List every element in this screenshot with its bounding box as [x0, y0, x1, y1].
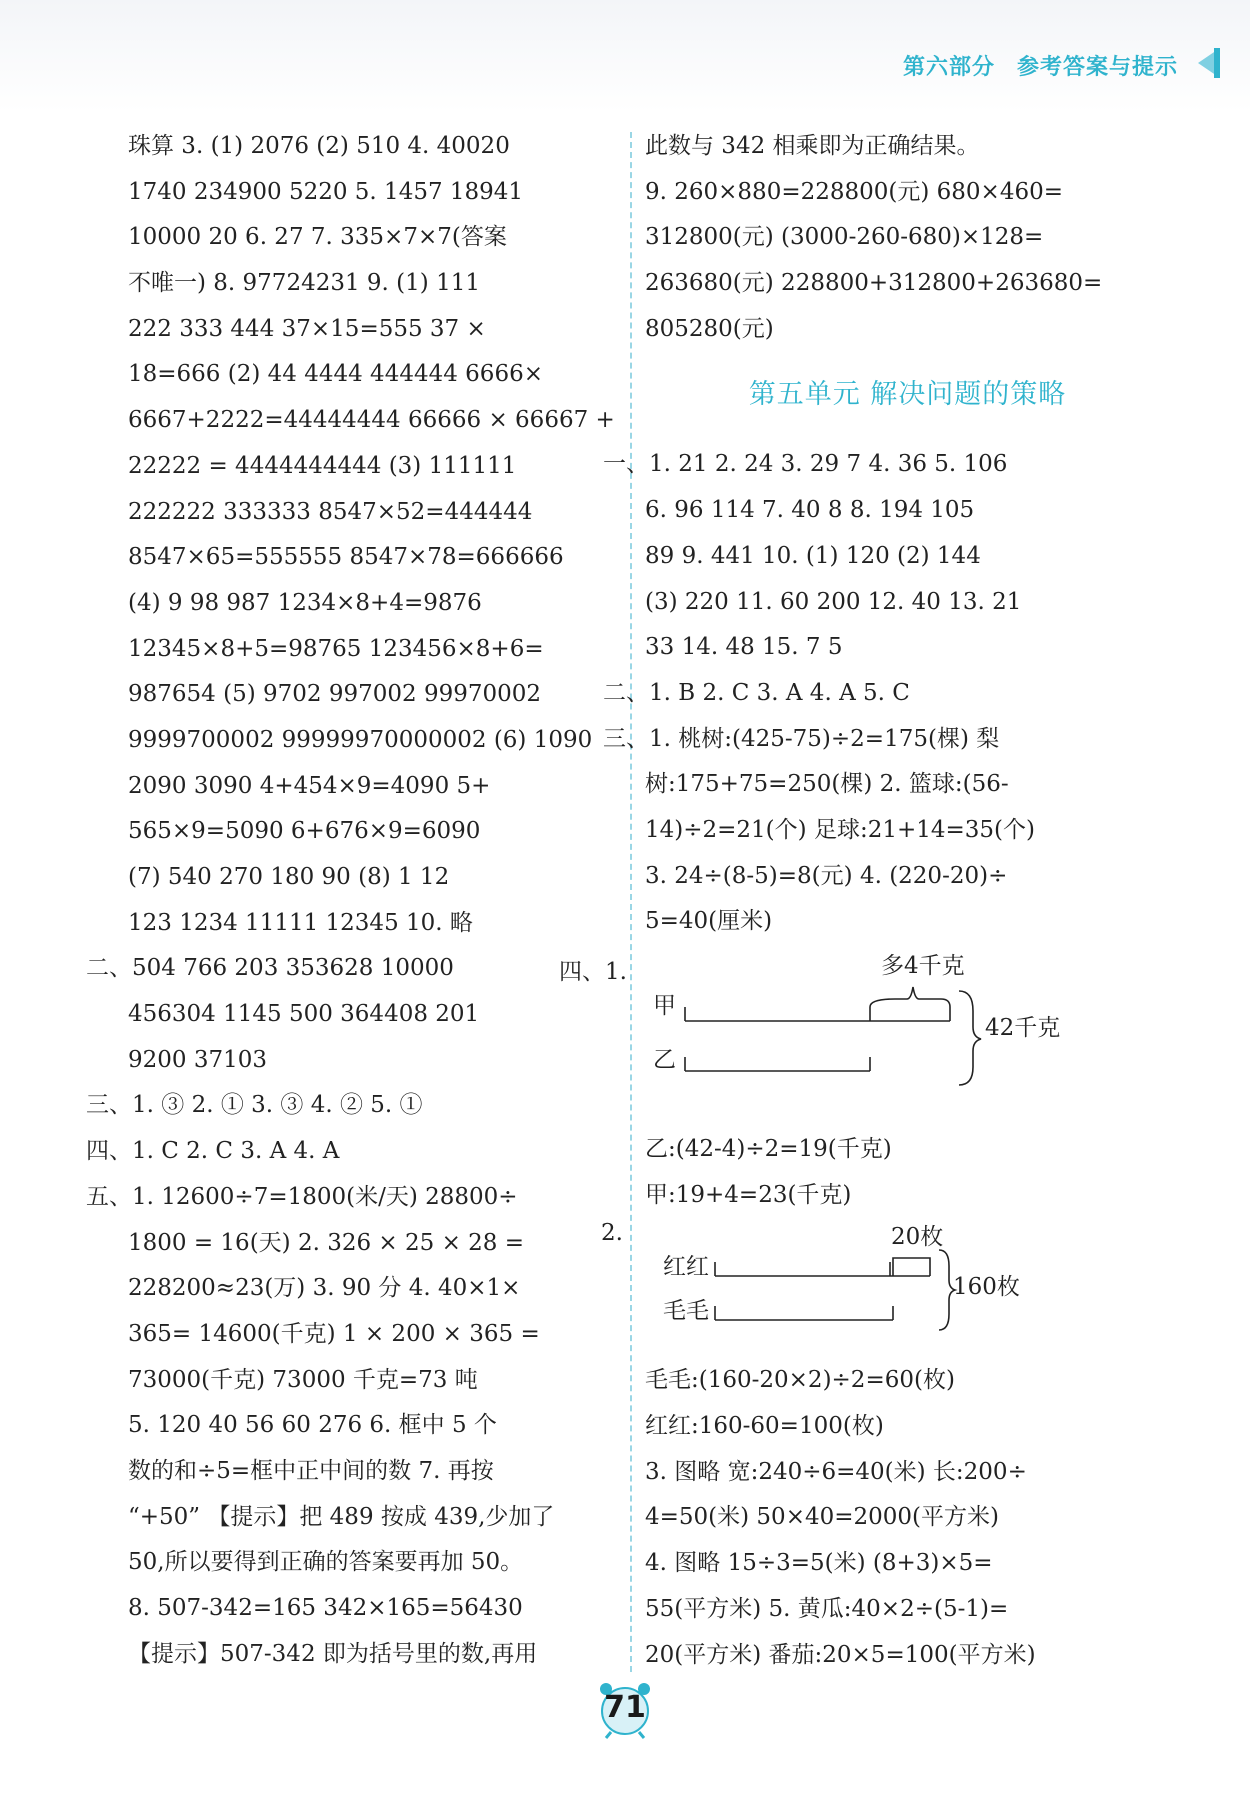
left-answer-line: 10000 20 6. 27 7. 335×7×7(答案 [128, 224, 507, 251]
left-answer-line: 不唯一) 8. 97724231 9. (1) 111 [128, 270, 480, 297]
left-answer-line: (7) 540 270 180 90 (8) 1 12 [128, 864, 450, 890]
running-header [903, 50, 1178, 81]
left-answer-line: 珠算 3. (1) 2076 (2) 510 4. 40020 [128, 133, 510, 159]
left-answer-line: 987654 (5) 9702 997002 99970002 [128, 681, 542, 708]
diagram1-row2-label: 乙 [653, 1047, 676, 1073]
left-answer-line: 5. 120 40 56 60 276 6. 框中 5 个 [128, 1412, 497, 1439]
left-answer-line: 222 333 444 37×15=555 37 × [128, 315, 486, 342]
left-answer-line: 73000(千克) 73000 千克=73 吨 [128, 1366, 478, 1393]
unit5-solution-line: 4. 图略 15÷3=5(米) (8+3)×5= [645, 1550, 993, 1577]
unit5-solution-line: 3. 图略 宽:240÷6=40(米) 长:200÷ [645, 1458, 1027, 1485]
diagram1-solution-line: 乙:(42-4)÷2=19(千克) [645, 1136, 892, 1162]
left-answer-line: 9999700002 99999970000002 (6) 1090 [128, 726, 593, 753]
section-title: 第五单元 解决问题的策略 [748, 379, 1067, 411]
unit5-answer-line: (3) 220 11. 60 200 12. 40 13. 21 [645, 588, 1022, 615]
unit5-answer-line: 33 14. 48 15. 7 5 [645, 634, 843, 661]
diagram2-row2-label: 毛毛 [663, 1298, 709, 1325]
left-answer-line: 二、504 766 203 353628 10000 [86, 955, 454, 982]
unit5-answer-line: 14)÷2=21(个) 足球:21+14=35(个) [645, 816, 1035, 843]
line-diagram-1 [559, 945, 1170, 1127]
left-answer-line: 50,所以要得到正确的答案要再加 50。 [128, 1549, 524, 1576]
left-answer-line: 8. 507-342=165 342×165=56430 [128, 1595, 523, 1621]
left-answer-line: 456304 1145 500 364408 201 [128, 1001, 480, 1028]
left-answer-line: 22222 = 4444444444 (3) 111111 [128, 452, 517, 479]
right-column [559, 124, 1170, 1678]
left-answer-line: “+50” 【提示】把 489 按成 439,少加了 [128, 1503, 555, 1530]
header-tab-icon [1194, 48, 1220, 78]
left-answer-line: 123 1234 11111 12345 10. 略 [128, 909, 473, 936]
left-answer-line: 【提示】507-342 即为括号里的数,再用 [128, 1640, 538, 1667]
unit5-answer-line: 树:175+75=250(棵) 2. 篮球:(56- [645, 771, 1009, 798]
unit5-answer-line: 6. 96 114 7. 40 8 8. 194 105 [645, 497, 975, 524]
left-answer-line: 228200≈23(万) 3. 90 分 4. 40×1× [128, 1275, 521, 1302]
right-answer-line: 312800(元) (3000-260-680)×128= [645, 224, 1044, 251]
column-divider [630, 132, 632, 1672]
left-answer-line: 数的和÷5=框中正中间的数 7. 再按 [128, 1457, 494, 1484]
header-title: 参考答案与提示 [1016, 54, 1178, 80]
right-answer-line: 805280(元) [645, 315, 774, 342]
header-part: 第六部分 [902, 54, 995, 80]
left-answer-line: 8547×65=555555 8547×78=666666 [128, 544, 564, 571]
unit5-answer-line: 89 9. 441 10. (1) 120 (2) 144 [645, 542, 981, 569]
right-answer-line: 此数与 342 相乘即为正确结果。 [645, 133, 980, 159]
left-answer-line: 五、1. 12600÷7=1800(米/天) 28800÷ [86, 1183, 518, 1210]
left-answer-line: 2090 3090 4+454×9=4090 5+ [128, 772, 491, 799]
unit5-answer-line: 3. 24÷(8-5)=8(元) 4. (220-20)÷ [645, 862, 1008, 889]
left-answer-line: 9200 37103 [128, 1046, 268, 1073]
right-answer-line: 263680(元) 228800+312800+263680= [645, 270, 1103, 297]
left-answer-line: 365= 14600(千克) 1 × 200 × 365 = [128, 1320, 540, 1347]
right-answer-line: 9. 260×880=228800(元) 680×460= [645, 178, 1063, 205]
line-diagram-2 [601, 1218, 1170, 1358]
left-answer-line: 四、1. C 2. C 3. A 4. A [86, 1138, 340, 1165]
page-number: 71 [604, 1690, 646, 1725]
diagram2-total-label: 160枚 [953, 1274, 1020, 1301]
unit5-solution-line: 4=50(米) 50×40=2000(平方米) [645, 1504, 999, 1531]
left-answer-line: 三、1. ③ 2. ① 3. ③ 4. ② 5. ① [86, 1092, 423, 1119]
left-answer-line: 1740 234900 5220 5. 1457 18941 [128, 178, 524, 205]
left-answer-line: (4) 9 98 987 1234×8+4=9876 [128, 589, 482, 616]
diagram1-label: 四、1. [559, 959, 627, 985]
left-answer-line: 12345×8+5=98765 123456×8+6= [128, 635, 544, 662]
unit5-solution-line: 55(平方米) 5. 黄瓜:40×2÷(5-1)= [645, 1595, 1009, 1622]
diagram2-more-label: 20枚 [891, 1224, 944, 1251]
page-footer [595, 1680, 655, 1740]
left-answer-line: 565×9=5090 6+676×9=6090 [128, 818, 481, 845]
diagram1-total-label: 42千克 [985, 1015, 1061, 1041]
diagram2-lines [645, 1218, 1065, 1348]
left-column [86, 124, 624, 1677]
unit5-solution-line: 毛毛:(160-20×2)÷2=60(枚) [645, 1367, 955, 1394]
unit5-solution-line: 20(平方米) 番茄:20×5=100(平方米) [645, 1641, 1036, 1668]
unit5-solution-line: 红红:160-60=100(枚) [645, 1413, 884, 1440]
left-answer-line: 18=666 (2) 44 4444 444444 6666× [128, 361, 543, 388]
left-answer-line: 222222 333333 8547×52=444444 [128, 498, 533, 525]
left-answer-line: 6667+2222=44444444 66666 × 66667 + [128, 407, 615, 434]
unit5-answer-line: 三、1. 桃树:(425-75)÷2=175(棵) 梨 [603, 725, 1000, 752]
diagram2-label: 2. [601, 1220, 623, 1247]
diagram2-row1-label: 红红 [663, 1254, 709, 1281]
unit5-answer-line: 二、1. B 2. C 3. A 4. A 5. C [603, 679, 910, 706]
diagram1-more-label: 多4千克 [881, 953, 965, 979]
unit5-answer-line: 一、1. 21 2. 24 3. 29 7 4. 36 5. 106 [603, 451, 1008, 478]
diagram1-lines [645, 945, 1065, 1095]
left-answer-line: 1800 = 16(天) 2. 326 × 25 × 28 = [128, 1229, 525, 1256]
diagram1-row1-label: 甲 [653, 993, 676, 1019]
diagram1-solution-line: 甲:19+4=23(千克) [645, 1181, 852, 1208]
unit5-answer-line: 5=40(厘米) [645, 908, 773, 935]
page-header [0, 0, 1250, 112]
